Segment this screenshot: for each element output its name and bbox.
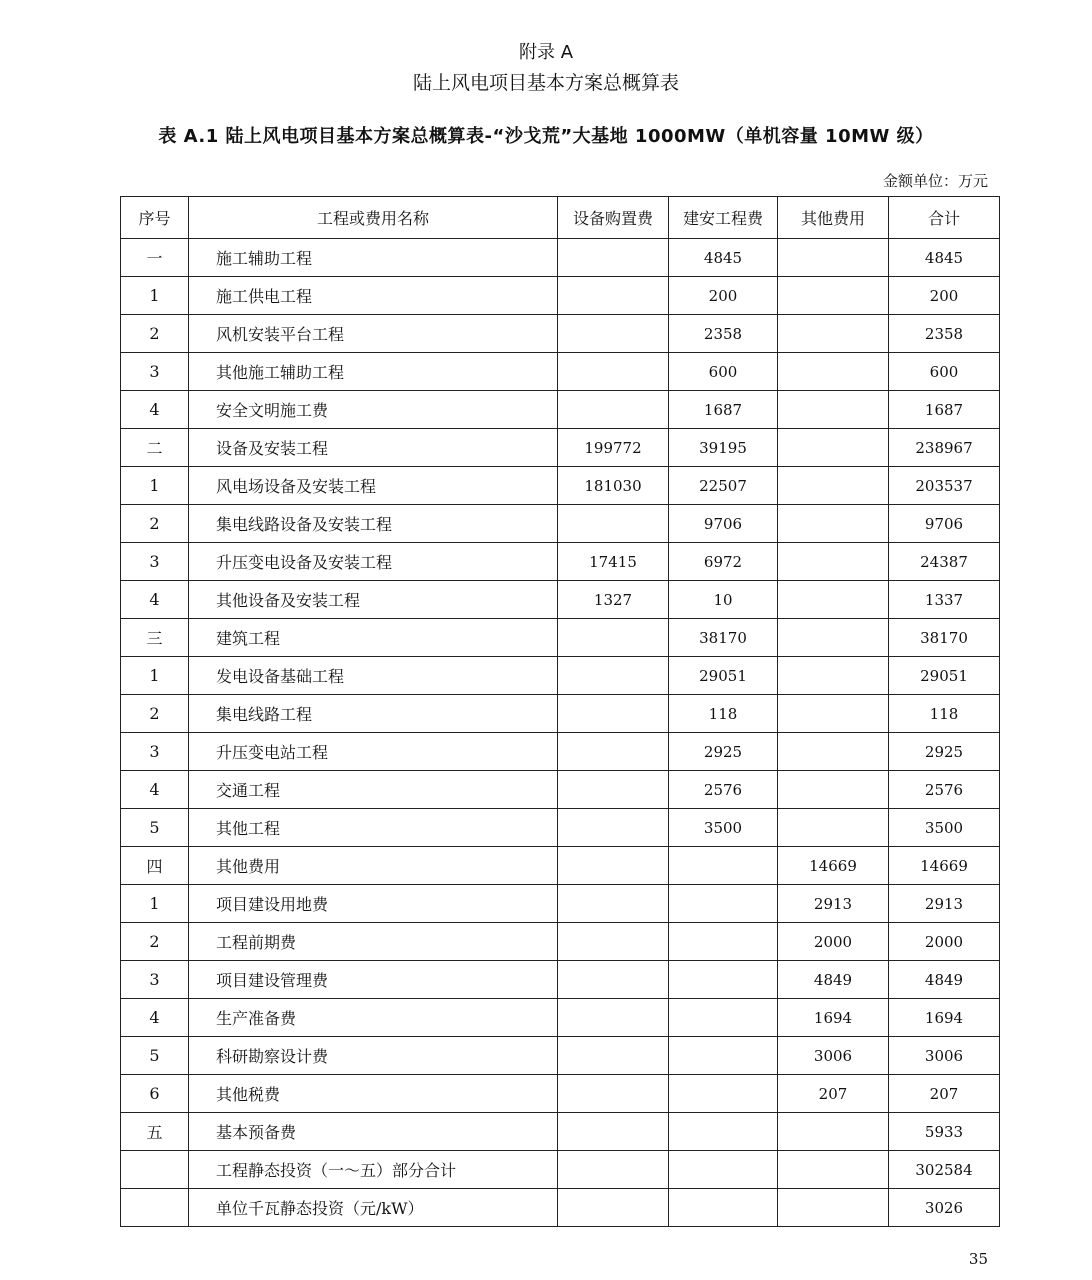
cell-construction (669, 847, 778, 885)
cell-total: 118 (889, 695, 1000, 733)
column-header-seq: 序号 (121, 197, 189, 239)
cell-name: 工程前期费 (189, 923, 558, 961)
table-row (121, 657, 1000, 695)
cell-construction: 2925 (669, 733, 778, 771)
cell-total: 203537 (889, 467, 1000, 505)
cell-seq: 4 (121, 581, 189, 619)
cell-name: 其他施工辅助工程 (189, 353, 558, 391)
cell-construction (669, 999, 778, 1037)
table-row (121, 467, 1000, 505)
cell-seq: 2 (121, 923, 189, 961)
table-row (121, 733, 1000, 771)
table-row (121, 1189, 1000, 1227)
cell-other (778, 277, 889, 315)
cell-other (778, 1189, 889, 1227)
table-row (121, 771, 1000, 809)
cell-seq: 3 (121, 733, 189, 771)
cell-seq: 4 (121, 391, 189, 429)
cell-seq: 5 (121, 1037, 189, 1075)
cell-total: 302584 (889, 1151, 1000, 1189)
cell-total: 14669 (889, 847, 1000, 885)
cell-seq (121, 1189, 189, 1227)
cell-equipment (558, 809, 669, 847)
table-row (121, 543, 1000, 581)
table-body (121, 239, 1000, 1227)
cell-total: 1687 (889, 391, 1000, 429)
cell-construction (669, 1037, 778, 1075)
cell-equipment (558, 1151, 669, 1189)
cell-construction: 4845 (669, 239, 778, 277)
cell-total: 200 (889, 277, 1000, 315)
cell-construction: 22507 (669, 467, 778, 505)
cell-equipment: 181030 (558, 467, 669, 505)
table-row (121, 961, 1000, 999)
table-row (121, 1113, 1000, 1151)
cell-construction: 9706 (669, 505, 778, 543)
amount-unit-note: 金额单位：万元 (882, 172, 988, 190)
cell-seq: 4 (121, 999, 189, 1037)
table-row (121, 847, 1000, 885)
column-header-total: 合计 (889, 197, 1000, 239)
cell-seq: 三 (121, 619, 189, 657)
cell-name: 项目建设用地费 (189, 885, 558, 923)
cell-other: 14669 (778, 847, 889, 885)
cell-name: 发电设备基础工程 (189, 657, 558, 695)
cell-name: 升压变电站工程 (189, 733, 558, 771)
cell-total: 2925 (889, 733, 1000, 771)
cell-seq: 二 (121, 429, 189, 467)
cell-seq: 1 (121, 467, 189, 505)
cell-other (778, 695, 889, 733)
cell-equipment (558, 239, 669, 277)
cell-equipment (558, 1113, 669, 1151)
cell-equipment: 1327 (558, 581, 669, 619)
cell-other (778, 657, 889, 695)
table-row (121, 429, 1000, 467)
table-row (121, 1037, 1000, 1075)
cell-equipment: 199772 (558, 429, 669, 467)
cell-equipment (558, 733, 669, 771)
cell-construction: 3500 (669, 809, 778, 847)
cell-other (778, 733, 889, 771)
cell-name: 其他工程 (189, 809, 558, 847)
table-row (121, 809, 1000, 847)
cell-seq: 6 (121, 1075, 189, 1113)
column-header-name: 工程或费用名称 (189, 197, 558, 239)
cell-total: 2000 (889, 923, 1000, 961)
cell-seq: 五 (121, 1113, 189, 1151)
cell-other (778, 467, 889, 505)
cell-seq: 一 (121, 239, 189, 277)
cell-total: 24387 (889, 543, 1000, 581)
cell-seq: 四 (121, 847, 189, 885)
column-header-other: 其他费用 (778, 197, 889, 239)
column-header-construction: 建安工程费 (669, 197, 778, 239)
cell-equipment (558, 353, 669, 391)
cell-name: 施工辅助工程 (189, 239, 558, 277)
cell-other (778, 391, 889, 429)
cell-construction: 38170 (669, 619, 778, 657)
table-row (121, 619, 1000, 657)
cell-total: 600 (889, 353, 1000, 391)
cell-seq: 3 (121, 353, 189, 391)
cell-seq: 2 (121, 505, 189, 543)
cell-name: 安全文明施工费 (189, 391, 558, 429)
cell-equipment (558, 391, 669, 429)
cell-name: 其他费用 (189, 847, 558, 885)
cell-equipment (558, 999, 669, 1037)
table-caption: 表 A.1 陆上风电项目基本方案总概算表-“沙戈荒”大基地 1000MW（单机容量 10MW 级） (158, 126, 934, 147)
cell-name: 集电线路设备及安装工程 (189, 505, 558, 543)
cell-name: 风机安装平台工程 (189, 315, 558, 353)
cell-name: 交通工程 (189, 771, 558, 809)
cell-other: 3006 (778, 1037, 889, 1075)
cell-seq: 1 (121, 277, 189, 315)
cell-total: 2358 (889, 315, 1000, 353)
cell-seq: 1 (121, 657, 189, 695)
table-row (121, 391, 1000, 429)
cell-other (778, 1151, 889, 1189)
cell-equipment (558, 961, 669, 999)
table-row (121, 581, 1000, 619)
cell-equipment (558, 619, 669, 657)
cell-other: 2000 (778, 923, 889, 961)
cell-equipment (558, 277, 669, 315)
cell-seq: 2 (121, 315, 189, 353)
cell-other (778, 239, 889, 277)
cell-construction: 10 (669, 581, 778, 619)
cell-name: 工程静态投资（一～五）部分合计 (189, 1151, 558, 1189)
cell-seq: 5 (121, 809, 189, 847)
cell-total: 38170 (889, 619, 1000, 657)
cell-name: 单位千瓦静态投资（元/kW） (189, 1189, 558, 1227)
cell-other (778, 771, 889, 809)
cell-name: 其他设备及安装工程 (189, 581, 558, 619)
table-row (121, 885, 1000, 923)
cell-construction (669, 1151, 778, 1189)
table-row (121, 923, 1000, 961)
cell-construction (669, 1113, 778, 1151)
cell-equipment (558, 657, 669, 695)
appendix-label: 附录 A (518, 42, 574, 63)
cell-equipment: 17415 (558, 543, 669, 581)
cell-total: 29051 (889, 657, 1000, 695)
cell-other: 4849 (778, 961, 889, 999)
table-row (121, 999, 1000, 1037)
cell-other (778, 505, 889, 543)
cell-name: 集电线路工程 (189, 695, 558, 733)
cell-seq: 2 (121, 695, 189, 733)
cell-other (778, 1113, 889, 1151)
cell-other (778, 353, 889, 391)
cell-total: 238967 (889, 429, 1000, 467)
table-row (121, 695, 1000, 733)
cell-total: 1694 (889, 999, 1000, 1037)
table-row (121, 1075, 1000, 1113)
cell-construction (669, 923, 778, 961)
cell-name: 风电场设备及安装工程 (189, 467, 558, 505)
cell-construction (669, 1075, 778, 1113)
cell-construction: 2576 (669, 771, 778, 809)
table-row (121, 353, 1000, 391)
table-row (121, 239, 1000, 277)
column-header-equipment: 设备购置费 (558, 197, 669, 239)
cell-other (778, 619, 889, 657)
cell-other (778, 315, 889, 353)
cell-equipment (558, 1037, 669, 1075)
cell-other (778, 581, 889, 619)
page-number: 35 (968, 1250, 988, 1268)
table-row (121, 315, 1000, 353)
cell-total: 1337 (889, 581, 1000, 619)
table-row (121, 505, 1000, 543)
budget-table (120, 196, 1000, 1227)
cell-total: 3500 (889, 809, 1000, 847)
cell-seq: 3 (121, 543, 189, 581)
cell-equipment (558, 1075, 669, 1113)
cell-other: 1694 (778, 999, 889, 1037)
cell-equipment (558, 1189, 669, 1227)
cell-name: 科研勘察设计费 (189, 1037, 558, 1075)
cell-total: 3026 (889, 1189, 1000, 1227)
cell-seq: 4 (121, 771, 189, 809)
cell-seq (121, 1151, 189, 1189)
cell-name: 基本预备费 (189, 1113, 558, 1151)
cell-equipment (558, 923, 669, 961)
cell-other: 2913 (778, 885, 889, 923)
cell-name: 生产准备费 (189, 999, 558, 1037)
cell-equipment (558, 315, 669, 353)
cell-name: 设备及安装工程 (189, 429, 558, 467)
cell-equipment (558, 505, 669, 543)
cell-construction: 2358 (669, 315, 778, 353)
cell-construction (669, 1189, 778, 1227)
cell-equipment (558, 847, 669, 885)
cell-construction: 600 (669, 353, 778, 391)
cell-construction (669, 885, 778, 923)
table-row (121, 277, 1000, 315)
cell-other (778, 809, 889, 847)
cell-total: 2913 (889, 885, 1000, 923)
cell-construction: 200 (669, 277, 778, 315)
cell-other: 207 (778, 1075, 889, 1113)
cell-construction: 118 (669, 695, 778, 733)
cell-name: 建筑工程 (189, 619, 558, 657)
page-title: 陆上风电项目基本方案总概算表 (412, 72, 679, 94)
cell-total: 4845 (889, 239, 1000, 277)
cell-name: 项目建设管理费 (189, 961, 558, 999)
cell-name: 施工供电工程 (189, 277, 558, 315)
cell-name: 升压变电设备及安装工程 (189, 543, 558, 581)
cell-total: 2576 (889, 771, 1000, 809)
cell-other (778, 429, 889, 467)
table-row (121, 1151, 1000, 1189)
cell-total: 207 (889, 1075, 1000, 1113)
cell-seq: 3 (121, 961, 189, 999)
cell-name: 其他税费 (189, 1075, 558, 1113)
table-header-row (121, 197, 1000, 239)
cell-construction: 29051 (669, 657, 778, 695)
cell-construction: 6972 (669, 543, 778, 581)
cell-equipment (558, 695, 669, 733)
cell-equipment (558, 771, 669, 809)
cell-total: 3006 (889, 1037, 1000, 1075)
cell-total: 4849 (889, 961, 1000, 999)
cell-total: 5933 (889, 1113, 1000, 1151)
cell-seq: 1 (121, 885, 189, 923)
cell-construction: 39195 (669, 429, 778, 467)
cell-total: 9706 (889, 505, 1000, 543)
cell-construction: 1687 (669, 391, 778, 429)
cell-other (778, 543, 889, 581)
cell-equipment (558, 885, 669, 923)
cell-construction (669, 961, 778, 999)
